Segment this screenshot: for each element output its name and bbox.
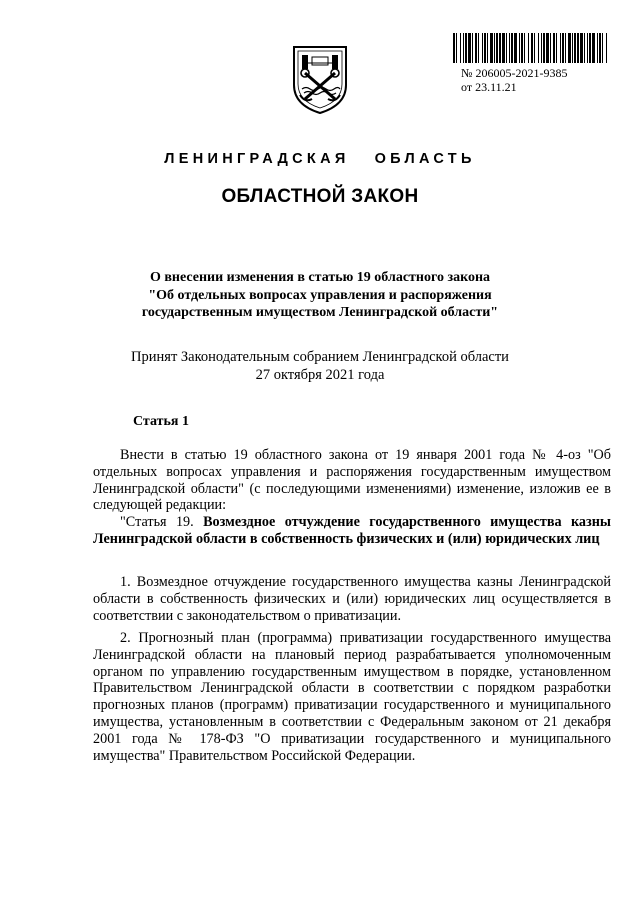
law-title xyxy=(80,269,560,322)
article-quote-paragraph xyxy=(93,514,611,548)
adoption-date: 27 октября 2021 года xyxy=(255,366,385,383)
paragraph-2: 2. Прогнозный план (программа) приватизации государственного имущества Ленинградской области на плановый период разрабатывается уполномоченным органом по управлению государственным имуществом в порядке, установленном Правительством Ленинградской области в соответствии с порядком разработки прогнозных планов (программ) приватизации государственного и муниципального имущества, установленным в соответствии с Федеральным законом от 21 декабря 2001 года № 178-ФЗ "О приватизации государственного и муниципального имущества" Правительством Российской Федерации. xyxy=(93,630,611,764)
article-intro-block xyxy=(93,447,611,548)
article-quote-prefix: "Статья 19. xyxy=(120,514,204,531)
document-type-heading: ОБЛАСТНОЙ ЗАКОН xyxy=(221,186,419,207)
law-title-line: О внесении изменения в статью 19 областного закона xyxy=(149,270,491,285)
paragraph-1-block xyxy=(93,574,611,624)
registration-date: от 23.11.21 xyxy=(461,80,517,94)
article-intro-paragraph: Внести в статью 19 областного закона от 19 января 2001 года № 4-оз "Об отдельных вопросах управления и распоряжения государственным имуществом Ленинградской области" (с последующими изменениями) изменение, изложив ее в следующей редакции: xyxy=(93,447,611,514)
region-title: ЛЕНИНГРАДСКАЯ ОБЛАСТЬ xyxy=(164,151,476,167)
paragraph-2-block xyxy=(93,630,611,764)
adoption-line: Принят Законодательным собранием Ленинградской области xyxy=(131,349,509,365)
barcode-image xyxy=(452,33,610,63)
adoption-note xyxy=(60,349,580,384)
registration-block xyxy=(452,33,612,94)
law-title-line: "Об отдельных вопросах управления и распоряжения xyxy=(148,287,492,303)
paragraph-1: 1. Возмездное отчуждение государственного имущества казны Ленинградской области в собственность физических и (или) юридических лиц осуществляется в соответствии с законодательством о приватизации. xyxy=(93,574,611,624)
article-heading: Статья 1 xyxy=(133,414,189,429)
registration-number: № 206005-2021-9385 xyxy=(461,66,568,80)
article-quote-title: Возмездное отчуждение государственного имущества казны Ленинградской области в собственность физических и (или) юридических лиц xyxy=(93,514,611,547)
law-title-line: государственным имуществом Ленинградской области" xyxy=(141,305,499,320)
coat-of-arms-emblem xyxy=(290,43,350,115)
